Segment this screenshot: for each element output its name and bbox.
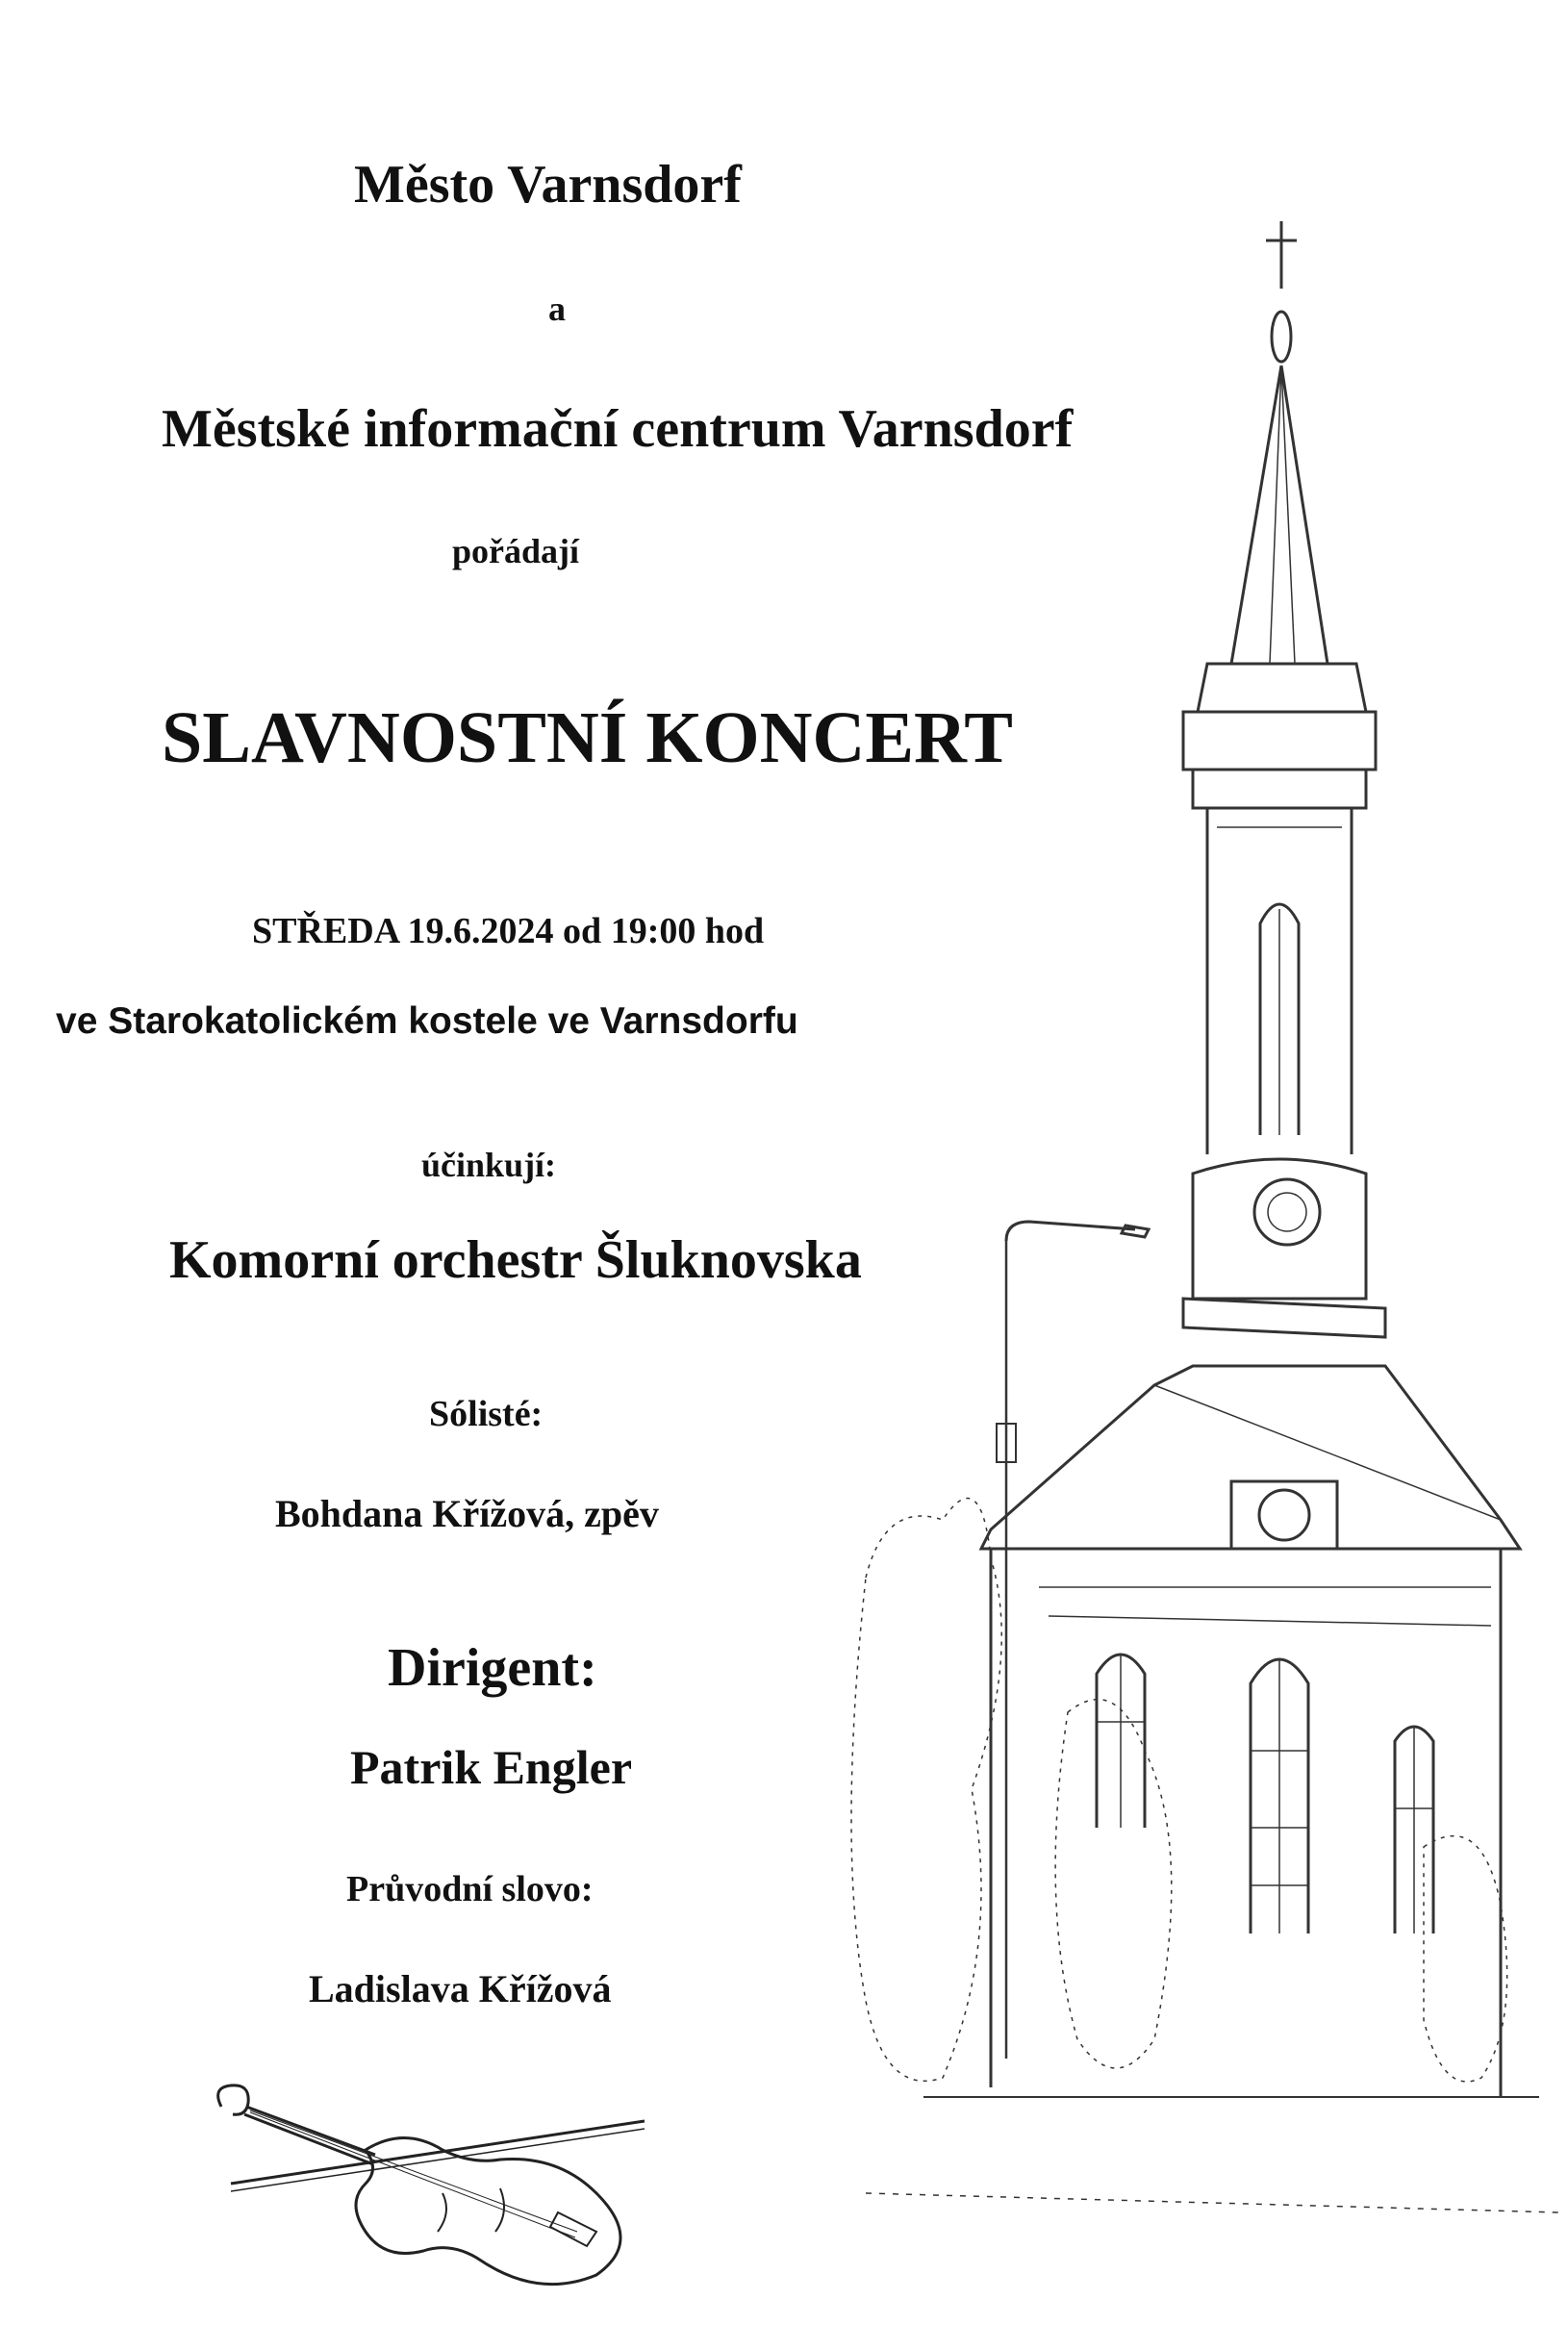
- conductor-label: Dirigent:: [388, 1638, 597, 1698]
- street-lamp-icon: [997, 1222, 1149, 2059]
- organize-verb: pořádají: [452, 532, 580, 570]
- spire-icon: [1198, 366, 1366, 712]
- soloist-name: Bohdana Křížová, zpěv: [275, 1492, 659, 1535]
- conductor-name: Patrik Engler: [350, 1740, 633, 1794]
- event-date-time: STŘEDA 19.6.2024 od 19:00 hod: [252, 911, 765, 951]
- church-illustration: [827, 212, 1558, 2309]
- violin-illustration: [212, 2068, 673, 2289]
- violin-icon: [218, 2085, 645, 2285]
- soloists-label: Sólisté:: [429, 1394, 544, 1434]
- church-facade-icon: [866, 1366, 1558, 2212]
- cross-icon: [1266, 221, 1297, 362]
- event-venue: ve Starokatolickém kostele ve Varnsdorfu: [56, 1000, 798, 1042]
- organizer-info-centre: Městské informační centrum Varnsdorf: [162, 399, 1074, 459]
- tree-icon: [851, 1499, 1507, 2083]
- performers-label: účinkují:: [421, 1146, 557, 1184]
- organizer-city: Město Varnsdorf: [354, 155, 742, 215]
- event-title: SLAVNOSTNÍ KONCERT: [162, 697, 1013, 778]
- orchestra-name: Komorní orchestr Šluknovska: [169, 1230, 862, 1290]
- narration-label: Průvodní slovo:: [346, 1869, 594, 1909]
- narrator-name: Ladislava Křížová: [309, 1967, 612, 2010]
- conjunction: a: [548, 290, 566, 328]
- tower-icon: [1183, 712, 1385, 1337]
